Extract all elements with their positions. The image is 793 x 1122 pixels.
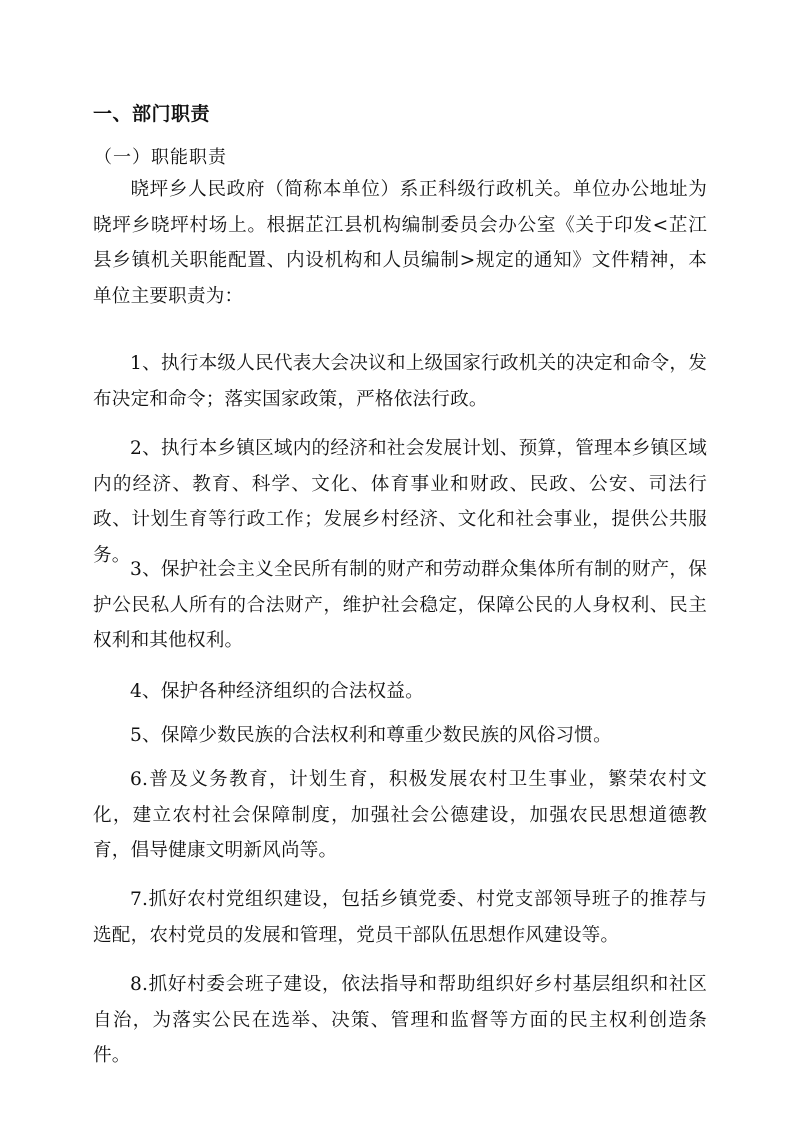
- paragraph-text: 8.抓好村委会班子建设，依法指导和帮助组织好乡村基层组织和社区自治，为落实公民在选举、决策、管理和监督等方面的民主权利创造条件。: [93, 974, 707, 1066]
- paragraph-intro: [93, 172, 707, 314]
- subsection-heading: （一）职能职责: [94, 147, 227, 168]
- paragraph-text: 5、保障少数民族的合法权利和尊重少数民族的风俗习惯。: [130, 725, 612, 746]
- section-heading: 一、部门职责: [93, 103, 211, 125]
- paragraph-text: 6.普及义务教育，计划生育，积极发展农村卫生事业，繁荣农村文化，建立农村社会保障制度，加强社会公德建设，加强农民思想道德教育，倡导健康文明新风尚等。: [93, 769, 707, 861]
- paragraph-text: 2、执行本乡镇区域内的经济和社会发展计划、预算，管理本乡镇区域内的经济、教育、科学、文化、体育事业和财政、民政、公安、司法行政、计划生育等行政工作；发展乡村经济、文化和社会事业，提供公共服务。: [93, 438, 707, 566]
- paragraph-duty-6: [93, 762, 707, 869]
- paragraph-duty-3: [93, 552, 707, 659]
- paragraph-text: 7.抓好农村党组织建设，包括乡镇党委、村党支部领导班子的推荐与选配，农村党员的发展和管理，党员干部队伍思想作风建设等。: [93, 889, 707, 946]
- paragraph-text: 晓坪乡人民政府（简称本单位）系正科级行政机关。单位办公地址为晓坪乡晓坪村场上。根据芷江县机构编制委员会办公室《关于印发<芷江县乡镇机关职能配置、内设机构和人员编制>规定的通知》文件精神，本单位主要职责为：: [93, 179, 707, 307]
- paragraph-duty-5: [93, 718, 707, 754]
- paragraph-text: 1、执行本级人民代表大会决议和上级国家行政机关的决定和命令，发布决定和命令；落实国家政策，严格依法行政。: [93, 353, 707, 410]
- paragraph-duty-1: [93, 346, 707, 417]
- paragraph-text: 4、保护各种经济组织的合法权益。: [130, 681, 424, 702]
- paragraph-duty-8: [93, 967, 707, 1074]
- paragraph-duty-4: [93, 674, 707, 710]
- paragraph-duty-7: [93, 882, 707, 953]
- paragraph-text: 3、保护社会主义全民所有制的财产和劳动群众集体所有制的财产，保护公民私人所有的合法财产，维护社会稳定，保障公民的人身权利、民主权利和其他权利。: [93, 559, 707, 651]
